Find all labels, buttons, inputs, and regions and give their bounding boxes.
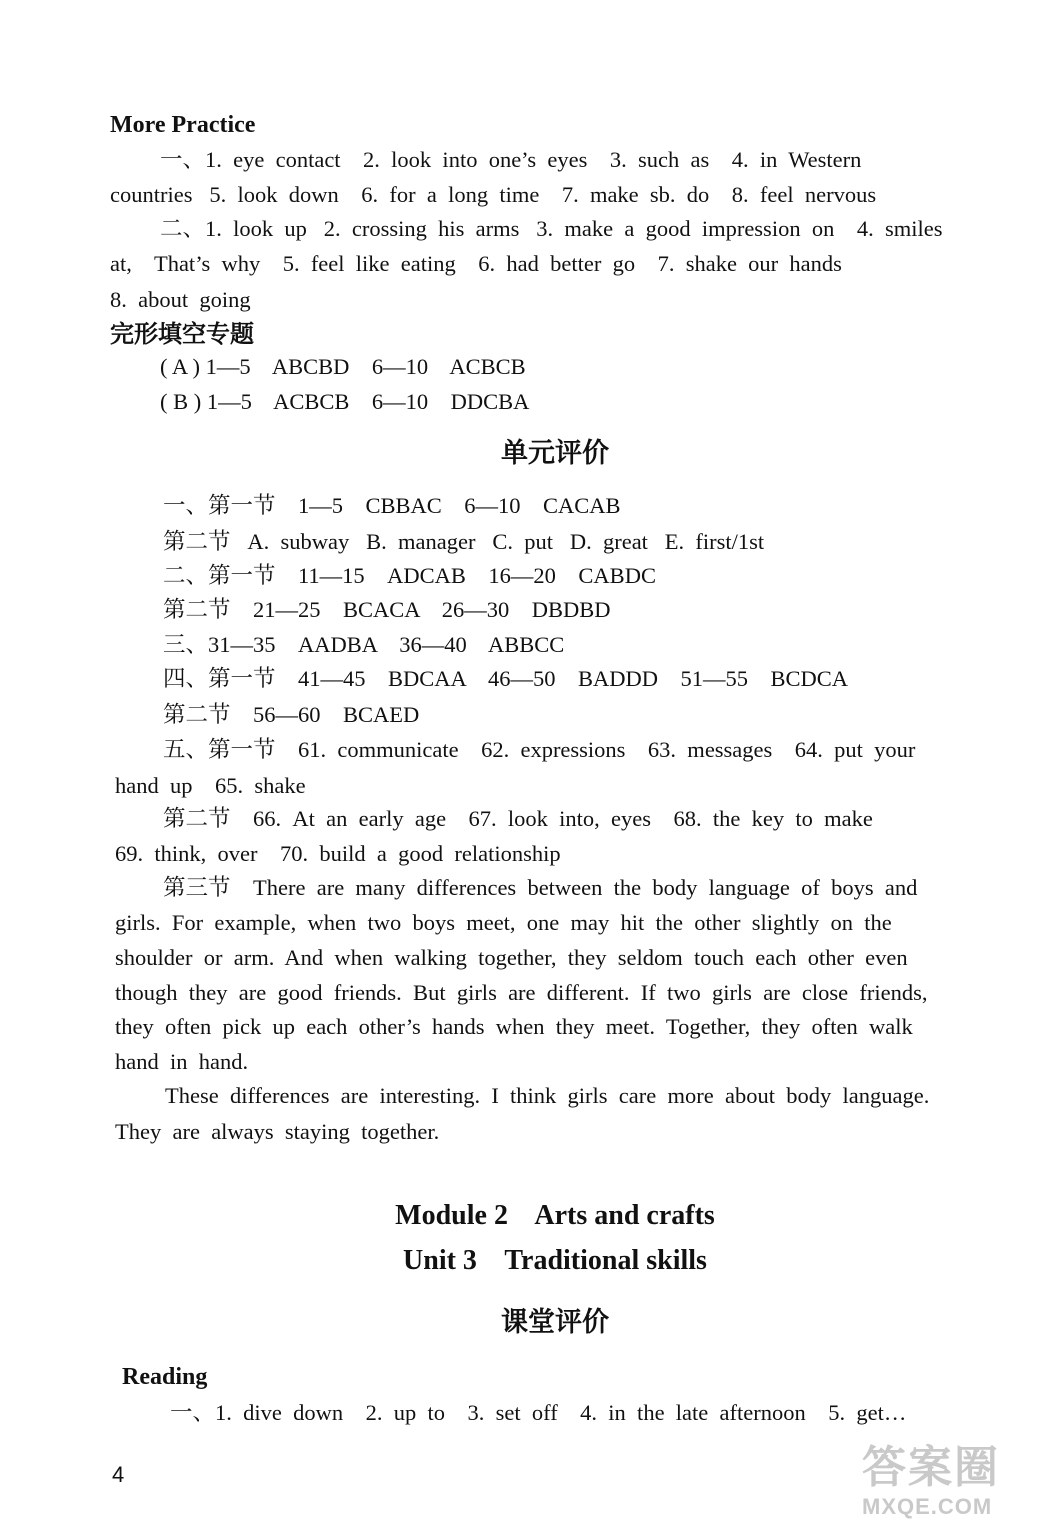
unit-eval-line-16: they often pick up each other’s hands when they meet. Together, they often walk bbox=[115, 1014, 913, 1039]
unit-eval-line-1: 一、第一节 1—5 CBBAC 6—10 CACAB bbox=[163, 493, 621, 518]
more-practice-line-1: 一、1. eye contact 2. look into one’s eyes 3. such as 4. in Western bbox=[160, 147, 862, 172]
unit-eval-line-2: 第二节 A. subway B. manager C. put D. great E. first/1st bbox=[163, 529, 765, 554]
module-title: Module 2 Arts and crafts bbox=[395, 1200, 715, 1231]
watermark-site: MXQE.COM bbox=[862, 1494, 993, 1519]
reading-heading: Reading bbox=[122, 1364, 208, 1390]
unit-eval-line-5: 三、31—35 AADBA 36—40 ABBCC bbox=[163, 632, 565, 657]
more-practice-line-5: 8. about going bbox=[110, 287, 251, 312]
unit-eval-heading: 单元评价 bbox=[501, 438, 609, 468]
unit-eval-line-12: 第三节 There are many differences between the body language of boys and bbox=[163, 875, 918, 900]
unit-title: Unit 3 Traditional skills bbox=[403, 1245, 707, 1276]
more-practice-line-3: 二、1. look up 2. crossing his arms 3. make a good impression on 4. smiles bbox=[160, 216, 943, 241]
unit-eval-line-10: 第二节 66. At an early age 67. look into, eyes 68. the key to make bbox=[163, 806, 873, 831]
unit-eval-line-9: hand up 65. shake bbox=[115, 773, 306, 798]
unit-eval-line-13: girls. For example, when two boys meet, one may hit the other slightly on the bbox=[115, 910, 892, 935]
unit-eval-line-19: They are always staying together. bbox=[115, 1119, 440, 1144]
cloze-line-b: ( B ) 1—5 ACBCB 6—10 DDCBA bbox=[160, 389, 530, 414]
unit-eval-line-7: 第二节 56—60 BCAED bbox=[163, 702, 420, 727]
unit-eval-line-17: hand in hand. bbox=[115, 1049, 249, 1074]
page-number: 4 bbox=[112, 1462, 125, 1487]
reading-line-1: 一、1. dive down 2. up to 3. set off 4. in the late afternoon 5. get… bbox=[170, 1400, 907, 1425]
unit-eval-line-11: 69. think, over 70. build a good relationship bbox=[115, 841, 561, 866]
cloze-heading: 完形填空专题 bbox=[110, 322, 254, 348]
more-practice-line-2: countries 5. look down 6. for a long time 7. make sb. do 8. feel nervous bbox=[110, 182, 877, 207]
more-practice-heading: More Practice bbox=[110, 112, 256, 138]
class-eval-heading: 课堂评价 bbox=[501, 1307, 609, 1337]
unit-eval-line-4: 第二节 21—25 BCACA 26—30 DBDBD bbox=[163, 597, 611, 622]
unit-eval-line-14: shoulder or arm. And when walking together, they seldom touch each other even bbox=[115, 945, 908, 970]
unit-eval-line-3: 二、第一节 11—15 ADCAB 16—20 CABDC bbox=[163, 563, 656, 588]
more-practice-line-4: at, That’s why 5. feel like eating 6. had better go 7. shake our hands bbox=[110, 251, 842, 276]
unit-eval-line-6: 四、第一节 41—45 BDCAA 46—50 BADDD 51—55 BCDCA bbox=[163, 666, 849, 691]
watermark-logo: 答案圈 bbox=[862, 1443, 1000, 1492]
unit-eval-line-18: These differences are interesting. I think girls care more about body language. bbox=[165, 1083, 930, 1108]
cloze-line-a: ( A ) 1—5 ABCBD 6—10 ACBCB bbox=[160, 354, 526, 379]
unit-eval-line-15: though they are good friends. But girls are different. If two girls are close friends, bbox=[115, 980, 928, 1005]
watermark bbox=[862, 1442, 1022, 1532]
unit-eval-line-8: 五、第一节 61. communicate 62. expressions 63. messages 64. put your bbox=[163, 737, 916, 762]
